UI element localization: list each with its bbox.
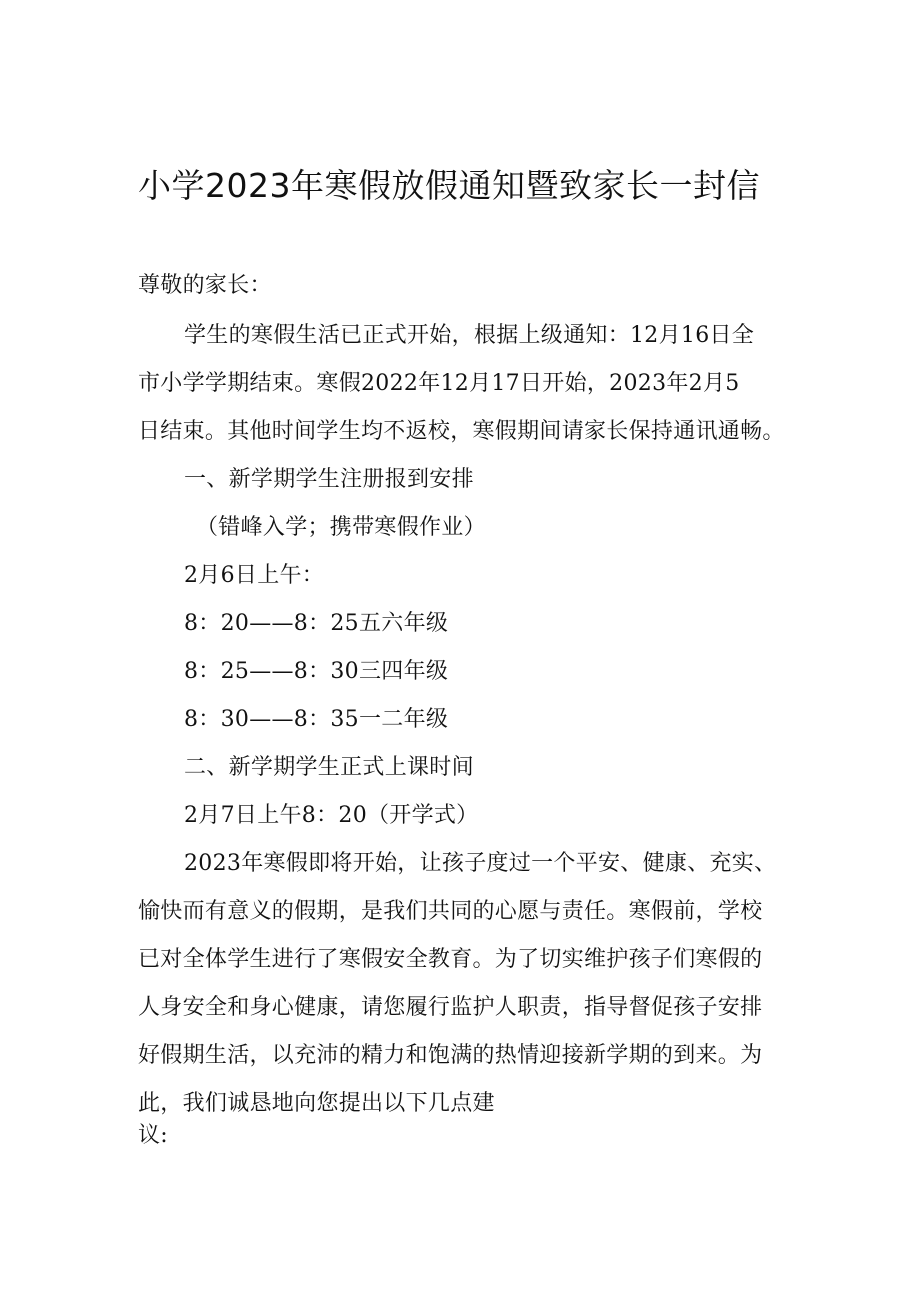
greeting: 尊敬的家长： — [138, 273, 272, 298]
document-title: 小学2023年寒假放假通知暨致家长一封信 — [138, 166, 760, 205]
paragraph-line: 市小学学期结束。寒假2022年12月17日开始，2023年2月5 — [138, 371, 740, 396]
section-heading: 一、新学期学生注册报到安排 — [184, 467, 474, 492]
section-heading: 二、新学期学生正式上课时间 — [184, 755, 474, 780]
paragraph-line: 2月6日上午： — [184, 563, 325, 588]
paragraph-line: 此，我们诚恳地向您提出以下几点建 — [138, 1091, 495, 1116]
schedule-line: 8：25——8：30三四年级 — [184, 659, 449, 684]
paragraph-line: 2月7日上午8：20（开学式） — [184, 803, 479, 828]
paragraph-line: （错峰入学；携带寒假作业） — [196, 515, 486, 540]
paragraph-line: 学生的寒假生活已正式开始，根据上级通知：12月16日全 — [184, 323, 755, 348]
paragraph-line: 2023年寒假即将开始，让孩子度过一个平安、健康、充实、 — [184, 851, 777, 876]
paragraph-line: 已对全体学生进行了寒假安全教育。为了切实维护孩子们寒假的 — [138, 947, 763, 972]
paragraph-line: 日结束。其他时间学生均不返校，寒假期间请家长保持通讯通畅。 — [138, 419, 785, 444]
schedule-line: 8：30——8：35一二年级 — [184, 707, 449, 732]
schedule-line: 8：20——8：25五六年级 — [184, 611, 449, 636]
paragraph-line: 议: — [138, 1123, 169, 1148]
paragraph-line: 人身安全和身心健康，请您履行监护人职责，指导督促孩子安排 — [138, 995, 763, 1020]
paragraph-line: 好假期生活，以充沛的精力和饱满的热情迎接新学期的到来。为 — [138, 1043, 763, 1068]
paragraph-line: 愉快而有意义的假期，是我们共同的心愿与责任。寒假前，学校 — [138, 899, 763, 924]
